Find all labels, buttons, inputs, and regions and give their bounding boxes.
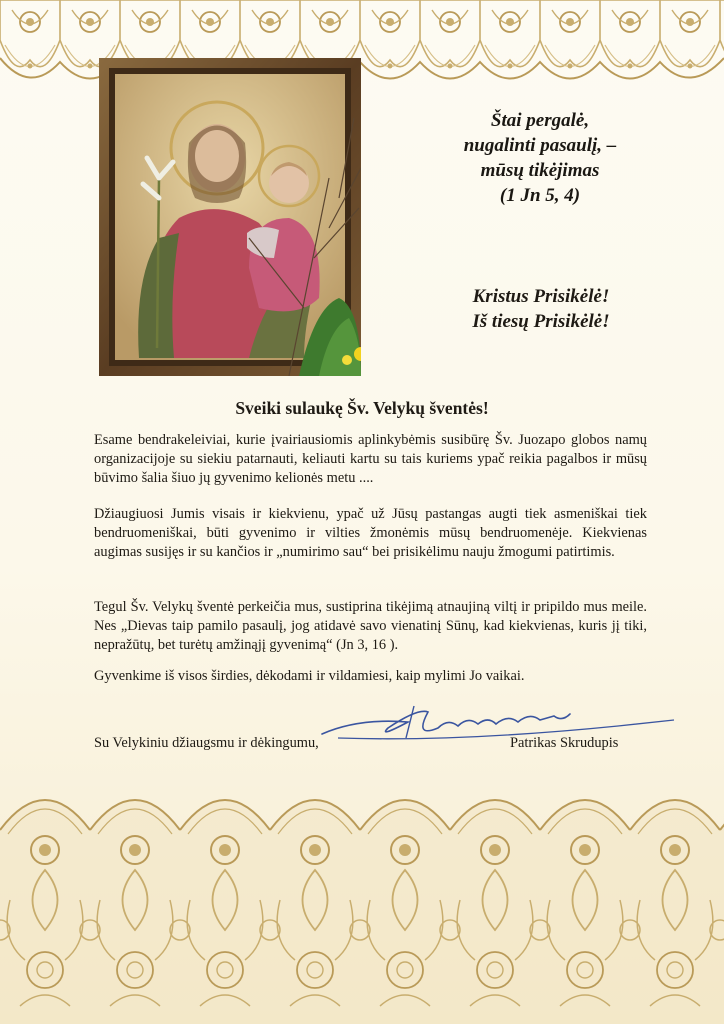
lace-border-bottom — [0, 770, 724, 1024]
quote-line: nugalinti pasaulį, – — [463, 135, 617, 156]
st-joseph-painting — [99, 58, 361, 376]
scripture-quote — [440, 108, 640, 208]
quote-line: Štai pergalė, — [490, 110, 590, 131]
paragraph: Gyvenkime iš visos širdies, dėkodami ir vildamiesi, kaip mylimi Jo vaikai. — [94, 668, 525, 684]
signature-image — [318, 698, 678, 746]
greeting-line: Kristus Prisikėlė! — [472, 286, 610, 307]
paragraph: Džiaugiuosi Jumis visais ir kiekvienu, ypač už Jūsų pastangas augti tiek asmeniškai tiek bendruomeniškai, būti gyvenimo ir vilties žmonėmis mūsų bendruomenėje. Kiekvienas augimas susijęs ir su kančios ir „numirimo sau“ bei prisikėlimu nauju žmogumi patirtimis. — [94, 506, 647, 560]
greeting-line: Iš tiesų Prisikėlė! — [472, 311, 610, 332]
quote-reference: (1 Jn 5, 4) — [499, 185, 581, 206]
paragraph: Tegul Šv. Velykų šventė perkeičia mus, sustiprina tikėjimą atnaujiną viltį ir pripildo mus meile. Nes „Dievas taip pamilo pasaulį, jog atidavė savo vienatinį Sūnų, kad kiekvienas, kuris jį tiki, nepražūtų, bet turėtų amžinąjį gyvenimą“ (Jn 3, 16 ). — [94, 599, 647, 653]
letter-heading: Sveiki sulaukę Šv. Velykų šventės! — [235, 398, 489, 418]
signer-name: Patrikas Skrudupis — [510, 735, 619, 751]
easter-greeting — [436, 284, 646, 334]
quote-line: mūsų tikėjimas — [480, 160, 600, 181]
paragraph: Esame bendrakeleiviai, kurie įvairiausiomis aplinkybėmis susibūrę Šv. Juozapo globos namų organizacijoje su siekiu patarnauti, keliauti kartu su tais kuriems ypač reikia pagalbos ir mūsų būvimo šalia šiuo jų gyvenimo kelionės metu .... — [94, 432, 647, 486]
closing-text: Su Velykiniu džiaugsmu ir dėkingumu, — [94, 735, 319, 751]
